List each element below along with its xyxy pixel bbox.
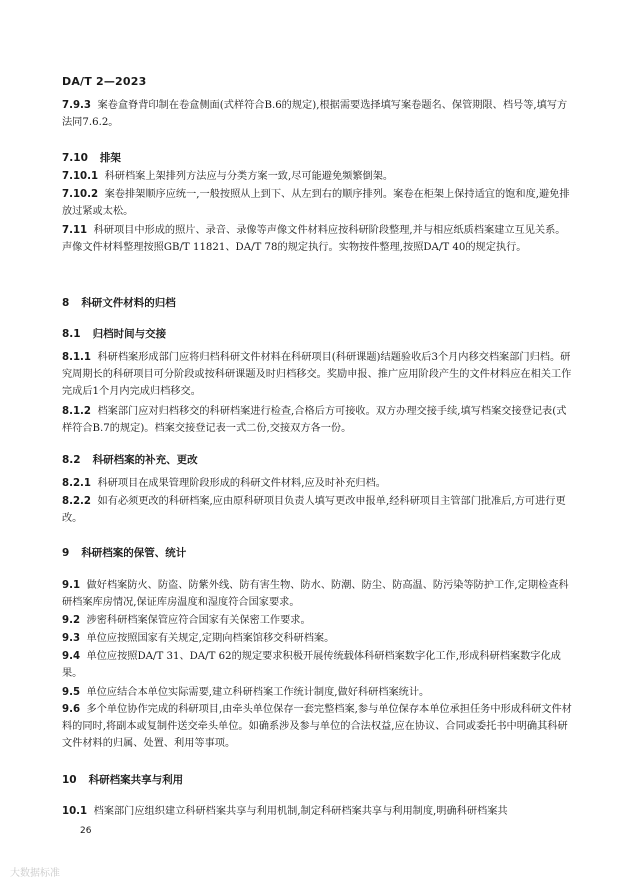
clause-text: 做好档案防火、防盗、防紫外线、防有害生物、防水、防潮、防尘、防高温、防污染等防护工作,定期检查科研档案库房情况,保证库房温度和湿度符合国家要求。 [62, 580, 569, 608]
clause-text: 如有必须更改的科研档案,应由原科研项目负责人填写更改申报单,经科研项目主管部门批准后,方可进行更改。 [62, 496, 566, 524]
section-heading-9 [62, 545, 186, 560]
clause-text: 案卷排架顺序应统一,一般按照从上到下、从左到右的顺序排列。案卷在柜架上保持适宜的饱和度,避免排放过紧或太松。 [62, 189, 570, 217]
section-heading-10 [62, 772, 183, 787]
clause-text: 科研项目中形成的照片、录音、录像等声像文件材料应按科研阶段整理,并与相应纸质档案建立互见关系。声像文件材料整理按照GB/T 11821、DA/T 78的规定执行。实物按件整理,按照DA/T 40的规定执行。 [62, 225, 566, 253]
clause-number: 9.6 [62, 704, 81, 715]
clause-number: 8.1.2 [62, 406, 92, 417]
heading-text: 科研档案共享与利用 [88, 774, 184, 786]
clause-number: 9.1 [62, 580, 81, 591]
clause-9-2 [62, 612, 572, 629]
heading-number: 7.10 [62, 152, 88, 164]
heading-text: 排架 [99, 152, 121, 164]
heading-number: 8.1 [62, 328, 81, 340]
clause-9-6 [62, 701, 572, 752]
section-heading-8-1 [62, 326, 166, 341]
header-code: DA/T 2—2023 [62, 75, 147, 88]
clause-text: 涉密科研档案保管应符合国家有关保密工作要求。 [86, 615, 311, 626]
clause-7-10-1 [62, 168, 572, 185]
clause-number: 8.2.2 [62, 496, 92, 507]
clause-number: 9.2 [62, 615, 81, 626]
clause-number: 7.11 [62, 225, 88, 236]
clause-number: 9.5 [62, 687, 81, 698]
watermark: 大数据标准 [10, 868, 60, 879]
clause-number: 7.10.1 [62, 171, 99, 182]
heading-number: 8.2 [62, 454, 81, 466]
clause-text: 科研档案形成部门应将归档科研文件材料在科研项目(科研课题)结题验收后3个月内移交档案部门归档。研究周期长的科研项目可分阶段或按科研课题及时归档移交。奖励申报、推广应用阶段产生的文件材料应在相关工作完成后1个月内完成归档移交。 [62, 352, 572, 397]
heading-text: 归档时间与交接 [92, 328, 167, 340]
heading-number: 8 [62, 297, 70, 309]
clause-number: 8.1.1 [62, 352, 92, 363]
clause-number: 7.10.2 [62, 189, 99, 200]
clause-text: 科研项目在成果管理阶段形成的科研文件材料,应及时补充归档。 [97, 478, 386, 489]
heading-text: 科研档案的补充、更改 [92, 454, 198, 466]
clause-9-3 [62, 630, 572, 647]
clause-8-2-2 [62, 493, 572, 527]
clause-text: 单位应按照国家有关规定,定期向档案馆移交科研档案。 [86, 633, 335, 644]
clause-7-11 [62, 222, 572, 256]
clause-text: 档案部门应组织建立科研档案共享与利用机制,制定科研档案共享与利用制度,明确科研档案共 [93, 806, 508, 817]
clause-8-1-2 [62, 403, 572, 437]
heading-number: 9 [62, 547, 70, 559]
clause-9-4 [62, 648, 572, 682]
section-heading-8-2 [62, 452, 198, 467]
clause-number: 9.4 [62, 651, 81, 662]
clause-text: 单位应结合本单位实际需要,建立科研档案工作统计制度,做好科研档案统计。 [86, 687, 430, 698]
clause-text: 案卷盒脊背印制在卷盒侧面(式样符合B.6的规定),根据需要选择填写案卷题名、保管期限、档号等,填写方法同7.6.2。 [62, 100, 568, 128]
clause-7-9-3 [62, 97, 572, 131]
clause-10-1 [62, 803, 572, 820]
clause-text: 科研档案上架排列方法应与分类方案一致,尽可能避免频繁倒架。 [104, 171, 394, 182]
clause-9-5 [62, 684, 572, 701]
page-number: 26 [80, 826, 92, 836]
section-heading-7-10 [62, 150, 121, 165]
clause-7-10-2 [62, 186, 572, 220]
heading-text: 科研档案的保管、统计 [81, 547, 187, 559]
clause-text: 单位应按照DA/T 31、DA/T 62的规定要求积极开展传统载体科研档案数字化工作,形成科研档案数字化成果。 [62, 651, 561, 679]
clause-8-1-1 [62, 349, 572, 400]
heading-number: 10 [62, 774, 77, 786]
clause-number: 8.2.1 [62, 478, 92, 489]
clause-text: 档案部门应对归档移交的科研档案进行检查,合格后方可接收。双方办理交接手续,填写档案交接登记表(式样符合B.7的规定)。档案交接登记表一式二份,交接双方各一份。 [62, 406, 567, 434]
clause-number: 10.1 [62, 806, 88, 817]
section-heading-8 [62, 295, 176, 310]
heading-text: 科研文件材料的归档 [81, 297, 176, 309]
clause-9-1 [62, 577, 572, 611]
clause-number: 7.9.3 [62, 100, 92, 111]
clause-number: 9.3 [62, 633, 81, 644]
clause-text: 多个单位协作完成的科研项目,由牵头单位保存一套完整档案,参与单位保存本单位承担任务中形成科研文件材料的同时,将副本或复制件送交牵头单位。如确系涉及参与单位的合法权益,应在协议、合同或委托书中明确其科研文件材料的归属、处置、利用等事项。 [62, 704, 572, 749]
clause-8-2-1 [62, 475, 572, 492]
